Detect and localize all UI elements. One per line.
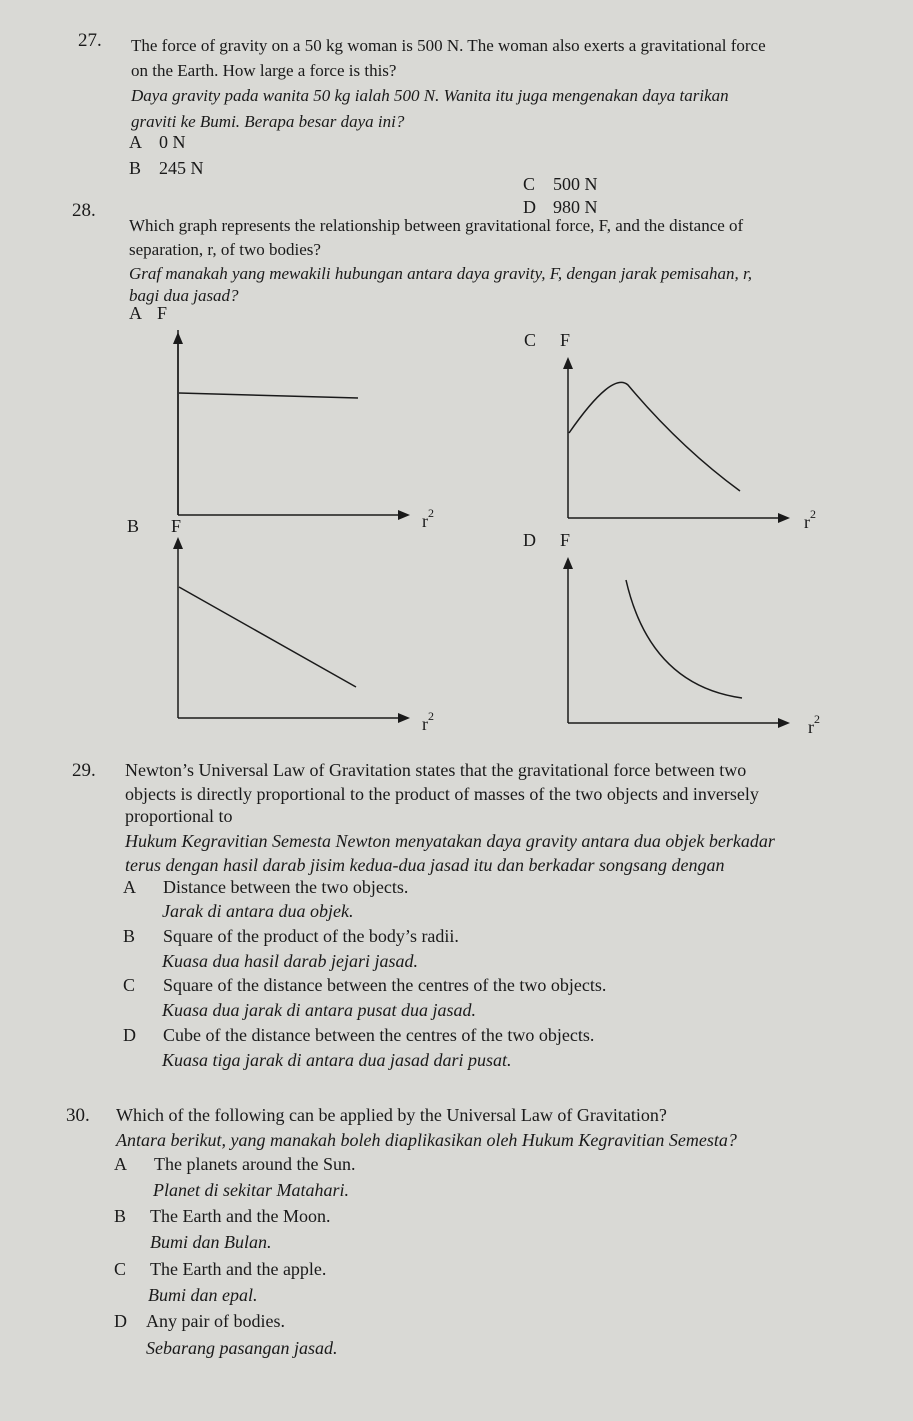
option-letter: B bbox=[127, 516, 140, 536]
question-text-en: Which of the following can be applied by the Universal Law of Gravitation? bbox=[116, 1105, 667, 1125]
question-text-en: proportional to bbox=[125, 806, 233, 826]
option-text-en: Any pair of bodies. bbox=[146, 1311, 285, 1331]
graph-curve bbox=[569, 382, 740, 491]
x-axis-arrow-icon bbox=[398, 510, 410, 520]
option-text: 980 N bbox=[553, 197, 598, 217]
option-letter: D bbox=[523, 530, 536, 550]
option-a[interactable] bbox=[123, 877, 408, 898]
option-a[interactable] bbox=[129, 132, 186, 153]
x-label: $r^2$ bbox=[808, 712, 820, 737]
graph-y-label: F bbox=[560, 330, 571, 350]
option-text-ms: Kuasa tiga jarak di antara dua jasad dari pusat. bbox=[162, 1050, 512, 1070]
option-text-ms: Kuasa dua hasil darab jejari jasad. bbox=[162, 951, 419, 971]
question-text-en: The force of gravity on a 50 kg woman is 500 N. The woman also exerts a gravitational force bbox=[131, 36, 766, 55]
option-a[interactable] bbox=[114, 1154, 355, 1175]
option-letter: C bbox=[123, 975, 136, 995]
option-letter: A bbox=[123, 877, 136, 897]
option-text-en: Square of the distance between the centres of the two objects. bbox=[163, 975, 607, 995]
option-d[interactable] bbox=[123, 1025, 594, 1046]
graph-d-label[interactable] bbox=[523, 530, 570, 551]
x-axis-arrow-icon bbox=[398, 713, 410, 723]
option-letter: C bbox=[524, 330, 537, 350]
graph-b-label[interactable] bbox=[127, 516, 181, 537]
question-text-en: objects is directly proportional to the product of masses of the two objects and inversely bbox=[125, 784, 759, 804]
option-b[interactable] bbox=[114, 1206, 330, 1227]
question-number: 28. bbox=[72, 200, 96, 221]
option-text-ms: Kuasa dua jarak di antara pusat dua jasad. bbox=[162, 1000, 477, 1020]
option-text-ms: Bumi dan epal. bbox=[148, 1285, 258, 1305]
question-text-en: on the Earth. How large a force is this? bbox=[131, 61, 397, 80]
graph-d[interactable] bbox=[560, 555, 830, 740]
graph-y-label: F bbox=[171, 516, 182, 536]
option-text-ms: Jarak di antara dua objek. bbox=[162, 901, 354, 921]
graph-c[interactable] bbox=[560, 355, 830, 535]
graph-b[interactable] bbox=[170, 535, 440, 735]
option-letter: A bbox=[114, 1154, 127, 1174]
question-text-ms: Graf manakah yang mewakili hubungan antara daya gravity, F, dengan jarak pemisahan, r, bbox=[129, 264, 752, 283]
option-text-en: Distance between the two objects. bbox=[163, 877, 409, 897]
y-axis-arrow-icon bbox=[173, 537, 183, 549]
x-axis-arrow-icon bbox=[778, 513, 790, 523]
question-text-en: separation, r, of two bodies? bbox=[129, 240, 321, 259]
question-text-en: Which graph represents the relationship between gravitational force, F, and the distance of bbox=[129, 216, 744, 235]
x-label: $r^2$ bbox=[422, 506, 434, 531]
y-axis-arrow-icon bbox=[563, 357, 573, 369]
question-text-en: Newton’s Universal Law of Gravitation states that the gravitational force between two bbox=[125, 760, 747, 780]
option-letter: C bbox=[114, 1259, 127, 1279]
option-d[interactable] bbox=[523, 197, 598, 218]
graph-line bbox=[179, 587, 356, 687]
graph-c-label[interactable] bbox=[524, 330, 570, 351]
question-number: 30. bbox=[66, 1105, 90, 1126]
option-text: 0 N bbox=[159, 132, 186, 152]
graph-a[interactable] bbox=[170, 330, 440, 530]
option-b[interactable] bbox=[129, 158, 204, 179]
graph-y-label: F bbox=[560, 530, 571, 550]
option-text: 500 N bbox=[553, 174, 598, 194]
question-text-ms: Hukum Kegravitian Semesta Newton menyatakan daya gravity antara dua objek berkadar bbox=[125, 831, 775, 851]
question-text-ms: graviti ke Bumi. Berapa besar daya ini? bbox=[131, 112, 405, 131]
question-text-ms: Daya gravity pada wanita 50 kg ialah 500 N. Wanita itu juga mengenakan daya tarikan bbox=[131, 86, 729, 105]
option-text-ms: Planet di sekitar Matahari. bbox=[153, 1180, 349, 1200]
question-text-ms: terus dengan hasil darab jisim kedua-dua jasad itu dan berkadar songsang dengan bbox=[125, 855, 725, 875]
option-c[interactable] bbox=[114, 1259, 326, 1280]
question-number: 27. bbox=[78, 30, 102, 51]
option-letter: D bbox=[123, 1025, 136, 1045]
y-axis-arrow-icon bbox=[563, 557, 573, 569]
option-text: 245 N bbox=[159, 158, 204, 178]
option-letter: A bbox=[129, 132, 142, 152]
option-c[interactable] bbox=[123, 975, 606, 996]
graph-line bbox=[179, 393, 358, 398]
x-axis-arrow-icon bbox=[778, 718, 790, 728]
graph-y-label: F bbox=[157, 303, 168, 323]
option-letter: D bbox=[114, 1311, 127, 1331]
option-letter: B bbox=[114, 1206, 127, 1226]
option-letter: A bbox=[129, 303, 142, 323]
option-c[interactable] bbox=[523, 174, 598, 195]
option-text-ms: Sebarang pasangan jasad. bbox=[146, 1338, 338, 1358]
option-text-en: Square of the product of the body’s radii. bbox=[163, 926, 459, 946]
option-letter: C bbox=[523, 174, 536, 194]
question-number: 29. bbox=[72, 760, 96, 781]
option-letter: B bbox=[123, 926, 136, 946]
graph-curve bbox=[626, 580, 742, 698]
option-text-en: The Earth and the Moon. bbox=[150, 1206, 331, 1226]
option-text-ms: Bumi dan Bulan. bbox=[150, 1232, 272, 1252]
question-text-ms: Antara berikut, yang manakah boleh diaplikasikan oleh Hukum Kegravitian Semesta? bbox=[116, 1130, 737, 1150]
question-text-ms: bagi dua jasad? bbox=[129, 286, 239, 305]
option-d[interactable] bbox=[114, 1311, 285, 1332]
option-text-en: The Earth and the apple. bbox=[150, 1259, 327, 1279]
x-label: $r^2$ bbox=[422, 709, 434, 734]
option-letter: B bbox=[129, 158, 142, 178]
option-text-en: Cube of the distance between the centres of the two objects. bbox=[163, 1025, 595, 1045]
y-axis-arrow-icon bbox=[173, 332, 183, 344]
option-b[interactable] bbox=[123, 926, 459, 947]
option-letter: D bbox=[523, 197, 536, 217]
option-text-en: The planets around the Sun. bbox=[154, 1154, 356, 1174]
graph-a-label[interactable] bbox=[129, 303, 167, 324]
x-label: $r^2$ bbox=[804, 507, 816, 532]
